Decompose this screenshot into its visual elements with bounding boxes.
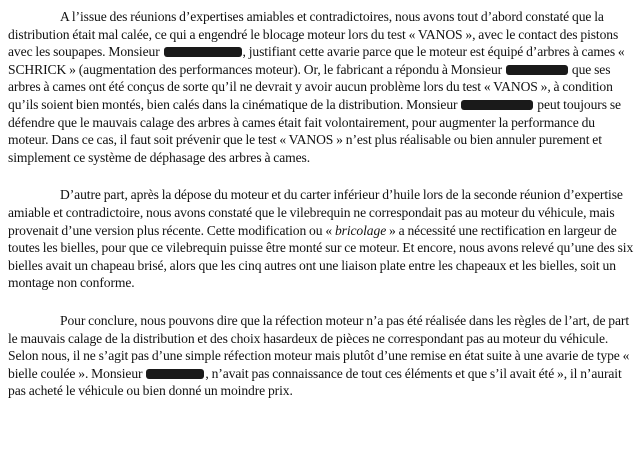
redaction-mark [146, 369, 204, 379]
text-segment: D’autre part, après la dépose du moteur et du carter inférieur d’huile lors de la seconde réunion d’expertise amiable et contradictoire, nous avons constaté que le vilebrequin ne correspondait pas au moteur du véhicule, mais provenait d’une version plus récente. Cette modification ou « [8, 187, 623, 238]
text-segment: peut toujours se défendre que le mauvais calage des arbres à cames était fait volontairement, pour augmenter la performance du moteur. Dans ce cas, il faut soit prévenir que le test « VANOS » n’est plus réalisable ou bien annuler purement et simplement ce système de déphasage des arbres à cames. [8, 96, 621, 165]
paragraph-2 [8, 186, 634, 292]
paragraph-1 [8, 8, 634, 166]
text-segment: que ses arbres à cames ont été conçus de sorte qu’il ne devrait y avoir aucun problème lors du test « VANOS », à condition qu’ils soient bien montés, bien calés dans la cinématique de la distribution. Monsieur [8, 61, 613, 112]
italic-word: bricolage [334, 222, 387, 238]
paragraph-3 [8, 312, 634, 400]
redaction-mark [164, 47, 242, 57]
text-segment: , n’avait pas connaissance de tout ces éléments et que s’il avait été », il n’aurait pas acheté le véhicule ou bien donné un moindre prix. [8, 365, 622, 399]
redaction-mark [506, 65, 568, 75]
text-segment: A l’issue des réunions d’expertises amiables et contradictoires, nous avons tout d’abord constaté que la distribution était mal calée, ce qui a engendré le blocage moteur lors du test « VANOS », avec le contact des pistons avec les soupapes. Monsieur [8, 9, 619, 60]
text-segment: Pour conclure, nous pouvons dire que la réfection moteur n’a pas été réalisée dans les règles de l’art, de part le mauvais calage de la distribution et des choix hasardeux de pièces ne correspondant pas au moteur du véhicule. Selon nous, il ne s’agit pas d’une simple réfection moteur mais plutôt d’une remise en état suite à une avarie de type « bielle coulée ». Monsieur [8, 312, 630, 381]
text-segment: » a nécessité une rectification en largeur de toutes les bielles, pour que ce vilebrequin puisse être monté sur ce moteur. Et encore, nous avons relevé qu’une des six bielles avait un chapeau brisé, alors que les cinq autres ont une liaison plate entre les chapeaux et les bielles, soit un montage non conforme. [8, 222, 634, 291]
redaction-mark [461, 100, 533, 110]
text-segment: , justifiant cette avarie parce que le moteur est équipé d’arbres à cames « SCHRICK » (augmentation des performances moteur). Or, le fabricant a répondu à Monsieur [8, 44, 625, 77]
